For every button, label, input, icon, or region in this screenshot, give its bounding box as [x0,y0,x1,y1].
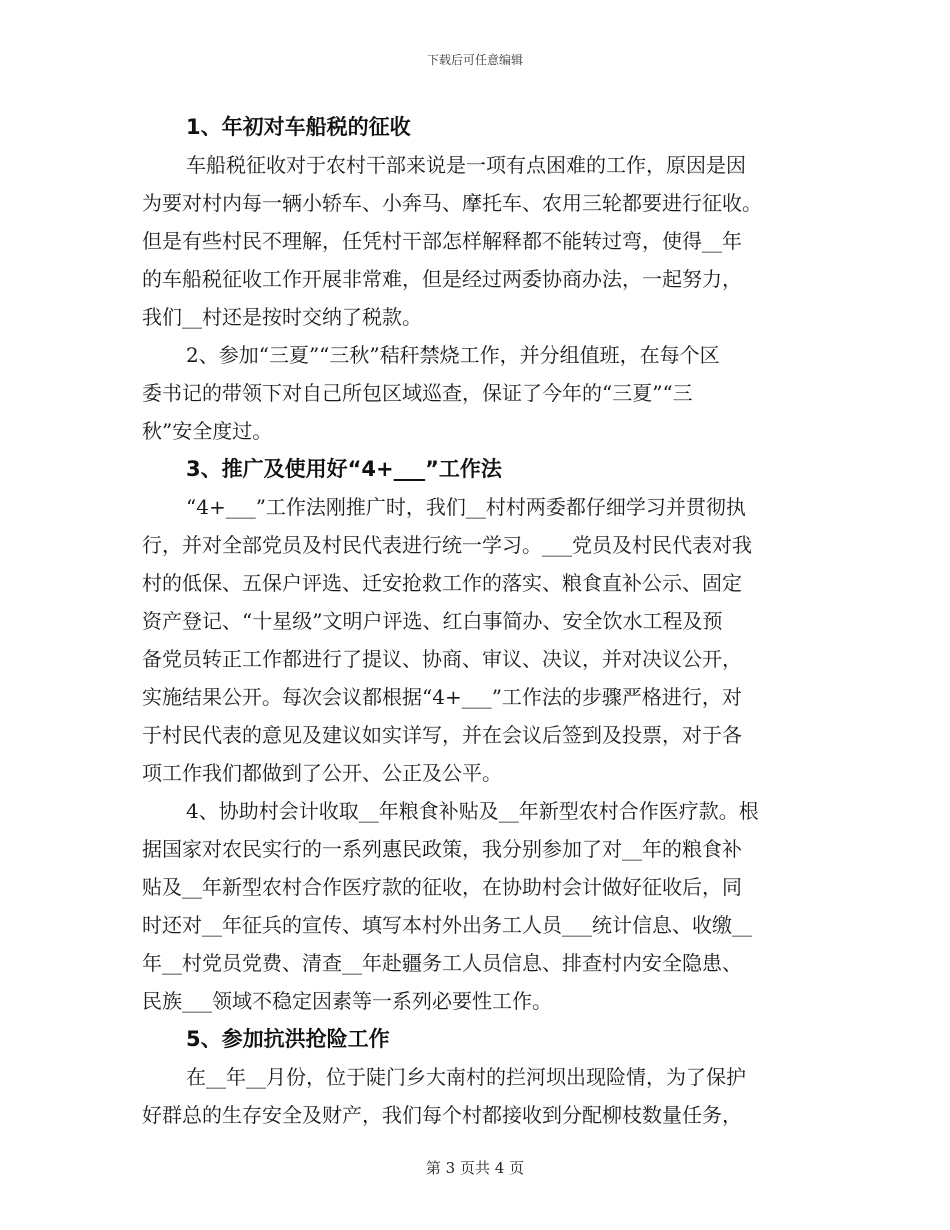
section-heading: 3、推广及使用好“4+___”工作法 [186,457,502,481]
paragraph-line: 时还对__年征兵的宣传、填写本村外出务工人员___统计信息、收缴__ [142,913,752,937]
section-heading: 5、参加抗洪抢险工作 [186,1027,390,1051]
paragraph-line: 于村民代表的意见及建议如实详写，并在会议后签到及投票，对于各 [142,723,742,747]
paragraph-line: 行，并对全部党员及村民代表进行统一学习。___党员及村民代表对我 [142,533,752,557]
document-body [142,108,810,1134]
paragraph-line: 4、协助村会计收取__年粮食补贴及__年新型农村合作医疗款。根 [186,799,759,823]
paragraph-line: 村的低保、五保户评选、迁安抢救工作的落实、粮食直补公示、固定 [142,571,742,595]
paragraph [142,792,810,1020]
paragraph-line: 好群总的生存安全及财产，我们每个村都接收到分配柳枝数量任务， [142,1103,742,1127]
paragraph-line: 秋”安全度过。 [142,419,273,443]
page-footer: 第 3 页共 4 页 [425,1159,525,1177]
page-header: 下载后可任意编辑 [426,53,523,67]
paragraph-line: 年__村党员党费、清查__年赴疆务工人员信息、排查村内安全隐患、 [142,951,742,975]
paragraph-line: 为要对村内每一辆小轿车、小奔马、摩托车、农用三轮都要进行征收。 [142,191,762,215]
paragraph-line: 我们__村还是按时交纳了税款。 [142,305,422,329]
paragraph [142,146,810,336]
paragraph-line: 2、参加“三夏”“三秋”秸秆禁烧工作，并分组值班，在每个区 [186,343,720,367]
paragraph-line: 贴及__年新型农村合作医疗款的征收，在协助村会计做好征收后，同 [142,875,742,899]
paragraph-line: 在__年__月份，位于陡门乡大南村的拦河坝出现险情，为了保护 [186,1065,746,1089]
section-heading: 1、年初对车船税的征收 [186,115,411,139]
paragraph-line: 但是有些村民不理解，任凭村干部怎样解释都不能转过弯，使得__年 [142,229,742,253]
paragraph-line: 的车船税征收工作开展非常难，但是经过两委协商办法，一起努力， [142,267,742,291]
paragraph-line: 实施结果公开。每次会议都根据“4+___”工作法的步骤严格进行，对 [142,685,742,709]
paragraph-line: 委书记的带领下对自己所包区域巡查，保证了今年的“三夏”“三 [142,381,693,405]
paragraph-line: “4+___”工作法刚推广时，我们__村村两委都仔细学习并贯彻执 [186,495,746,519]
paragraph-line: 民族___领域不稳定因素等一系列必要性工作。 [142,989,552,1013]
paragraph-line: 车船税征收对于农村干部来说是一项有点困难的工作，原因是因 [186,153,746,177]
paragraph [142,488,810,792]
paragraph-line: 项工作我们都做到了公开、公正及公平。 [142,761,502,785]
paragraph-line: 备党员转正工作都进行了提议、协商、审议、决议，并对决议公开， [142,647,742,671]
paragraph [142,336,810,450]
paragraph-line: 据国家对农民实行的一系列惠民政策，我分别参加了对__年的粮食补 [142,837,742,861]
paragraph [142,1058,810,1134]
paragraph-line: 资产登记、“十星级”文明户评选、红白事简办、安全饮水工程及预 [142,609,723,633]
